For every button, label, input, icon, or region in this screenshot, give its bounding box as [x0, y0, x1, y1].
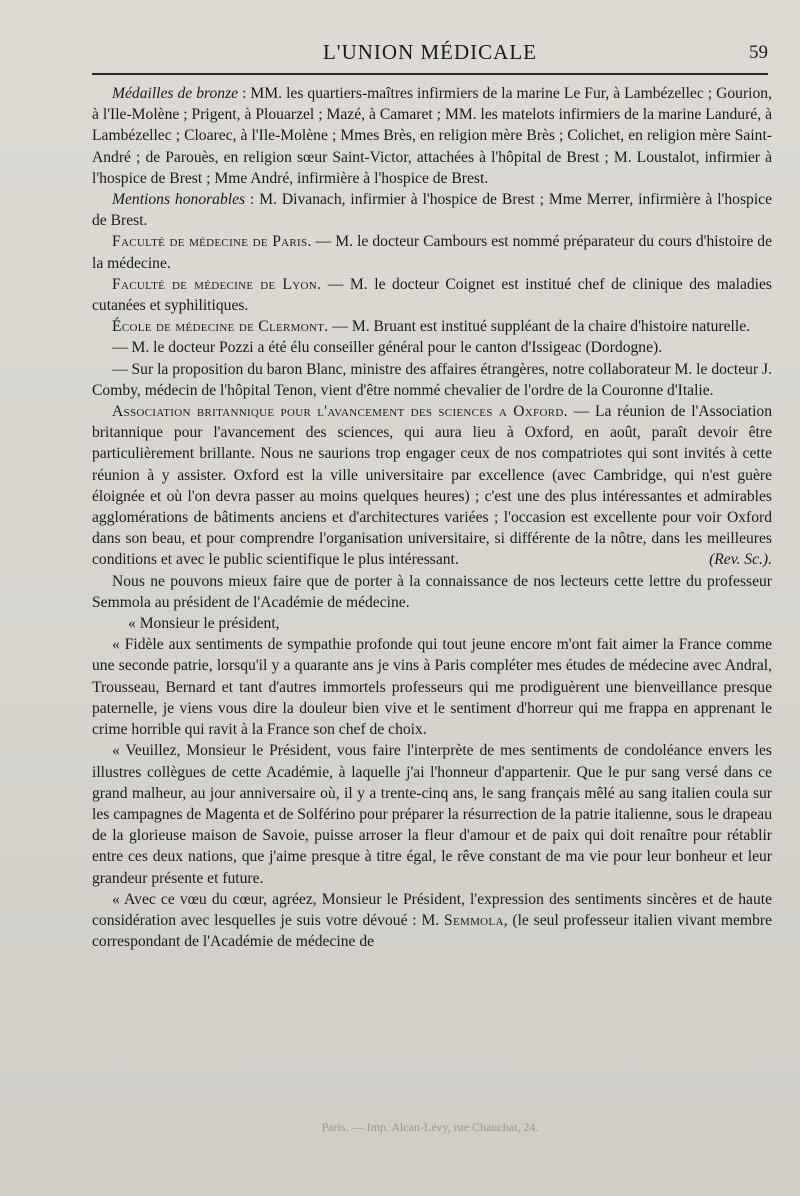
- letter-closing-text: « Avec ce vœu du cœur, agréez, Monsieur le Président, l'expression des sentiments sincères et de haute considération avec lesquelles je suis votre dévoué : M.: [92, 890, 772, 929]
- paris-text: — M. le docteur Cambours est nommé préparateur du cours d'histoire de la médecine.: [92, 233, 772, 272]
- paris-paragraph: [92, 231, 772, 273]
- intro-paragraph: Nous ne pouvons mieux faire que de porter à la connaissance de nos lecteurs cette lettre du professeur Semmola au président de l'Académie de médecine.: [92, 572, 772, 611]
- lyon-paragraph: [92, 274, 772, 316]
- paris-label: Faculté de médecine de Paris.: [112, 233, 312, 251]
- medals-text: : MM. les quartiers-maîtres infirmiers de la marine Le Fur, à Lambézellec ; Gourion, à l'Ile-Molène ; Prigent, à Plouarzel ; Mazé, à Camaret ; MM. les matelots infirmiers de la marine Landuré, à Lambézellec ; Cloarec, à l'Ile-Molène ; Mmes Brès, en religion mère Brès ; Colichet, en religion mère Saint-André ; de Parouès, en religion sœur Saint-Victor, attachées à l'hôpital de Brest ; M. Loustalot, infirmier à l'hospice de Brest ; Mme André, infirmière à l'hospice de Brest.: [92, 85, 772, 187]
- pozzi-paragraph: — M. le docteur Pozzi a été élu conseiller général pour le canton d'Issigeac (Dordogne).: [112, 339, 663, 357]
- clermont-label: École de médecine de Clermont.: [112, 318, 329, 336]
- letter-salutation: « Monsieur le président,: [128, 615, 280, 633]
- medals-paragraph: [92, 83, 772, 189]
- letter-closing-tail: , (le seul professeur italien vivant membre correspondant de l'Académie de médecine de: [92, 911, 772, 951]
- association-source: (Rev. Sc.).: [709, 551, 772, 569]
- clermont-text: — M. Bruant est institué suppléant de la chaire d'histoire naturelle.: [328, 318, 751, 336]
- mentions-text: : M. Divanach, infirmier à l'hospice de Brest ; Mme Merrer, infirmière à l'hospice de Brest.: [92, 191, 772, 230]
- comby-paragraph: — Sur la proposition du baron Blanc, ministre des affaires étrangères, notre collaborateur M. le docteur J. Comby, médecin de l'hôpital Tenon, vient d'être nommé chevalier de l'ordre de la Couronne d'Italie.: [92, 360, 772, 399]
- header-rule: [92, 73, 768, 75]
- mentions-label: Mentions honorables: [112, 191, 246, 209]
- page-header: [92, 40, 768, 70]
- lyon-label: Faculté de médecine de Lyon.: [112, 275, 322, 293]
- mentions-paragraph: [92, 189, 772, 231]
- clermont-paragraph: [92, 316, 772, 337]
- letter-paragraph-3: [92, 889, 772, 953]
- association-paragraph: [92, 401, 772, 571]
- lyon-text: — M. le docteur Coignet est institué chef de clinique des maladies cutanées et syphilitiques.: [92, 275, 772, 315]
- medals-label: Médailles de bronze: [112, 85, 239, 102]
- letter-signature: Semmola: [444, 911, 504, 929]
- letter-paragraph-1: « Fidèle aux sentiments de sympathie profonde qui tout jeune encore m'ont fait aimer la France comme une seconde patrie, lorsqu'il y a quarante ans je vins à Paris compléter mes études de médecine avec Andral, Trousseau, Bernard et tant d'autres immortels professeurs qui me prodiguèrent une bienveillance presque paternelle, je viens vous dire la douleur bien vive et le sentiment d'horreur qui me frappa en apprenant le crime horrible qui ravit à la France son chef de choix.: [92, 636, 772, 739]
- printer-footer: Paris. — Imp. Alcan-Lévy, rue Chauchat, 24.: [321, 1120, 539, 1134]
- association-text: — La réunion de l'Association britannique pour l'avancement des sciences, qui aura lieu à Oxford, en août, paraît devoir être particulièrement brillante. Nous ne saurions trop engager ceux de nos compatriotes qui sont invités à cette réunion à y assister. Oxford est la ville universitaire par excellence (avec Cambridge, qui n'est guère éloignée et où l'on devra passer au moins quelques heures) ; c'est une des plus intéressantes et admirables agglomérations de bâtiments anciens et d'architectures variées ; l'occasion est excellente pour voir Oxford dans son beau, et pour comprendre l'organisation universitaire, si différente de la nôtre, dans les meilleures conditions et avec le public scientifique le plus intéressant.: [92, 403, 772, 569]
- journal-title: L'UNION MÉDICALE: [322, 40, 537, 64]
- article-body: [92, 83, 772, 952]
- association-label: Association britannique pour l'avancement des sciences a Oxford.: [112, 403, 568, 421]
- letter-paragraph-2: « Veuillez, Monsieur le Président, vous faire l'interprète de mes sentiments de condoléance envers les illustres collègues de cette Académie, à laquelle j'ai l'honneur d'appartenir. Que le pur sang versé dans ce grand malheur, au jour anniversaire où, il y a trente-cinq ans, le sang français mêlé au sang italien coula sur les campagnes de Magenta et de Solférino pour préparer la résurrection de la patrie italienne, sous le drapeau de la glorieuse maison de Savoie, puisse arroser la fleur d'amour et de paix qui doit renaître pour rétablir entre ces deux nations, que j'aime presque à titre égal, le rêve constant de ma vie pour leur bonheur et leur grandeur présente et future.: [92, 742, 772, 887]
- page-number: 59: [749, 42, 768, 63]
